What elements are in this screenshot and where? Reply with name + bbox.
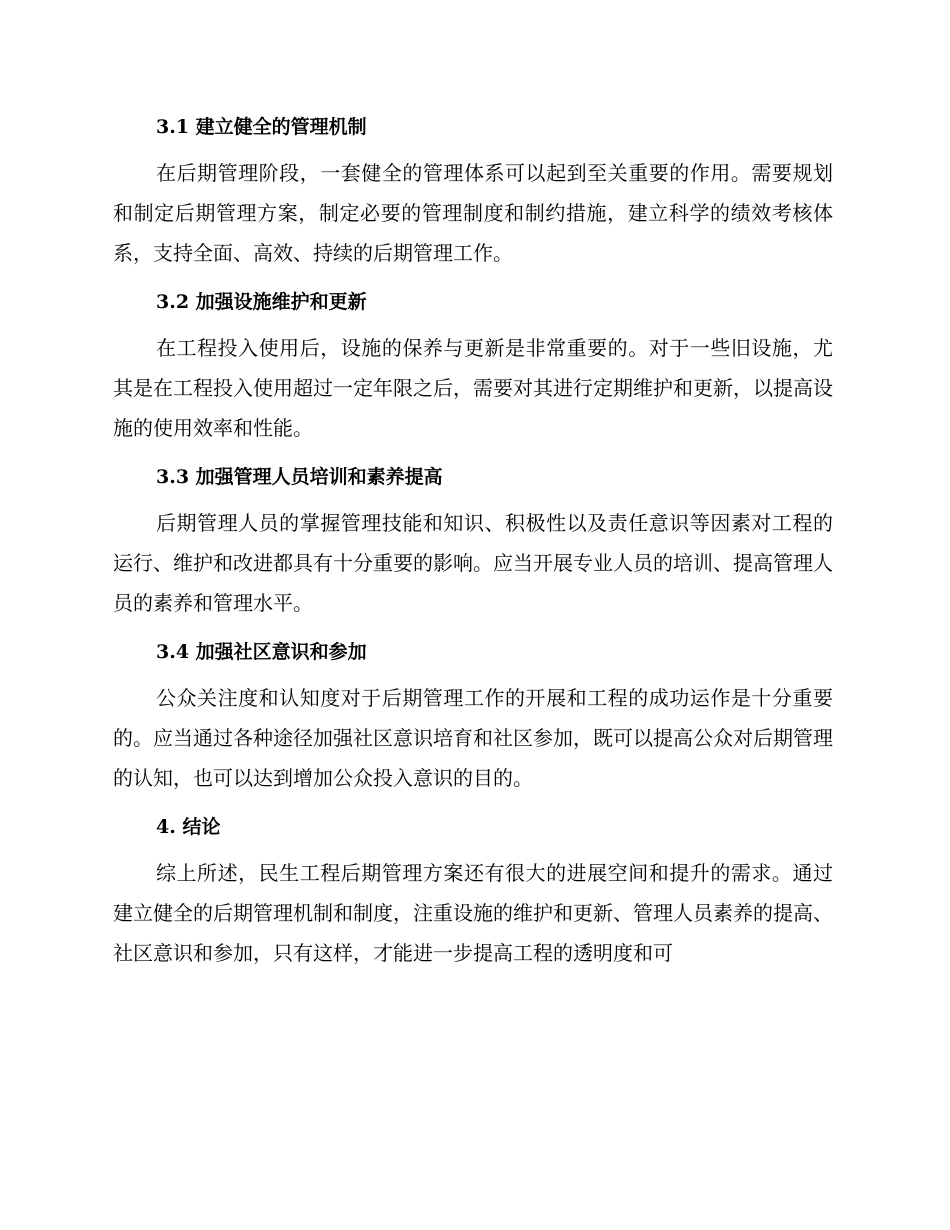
section-heading-3-4: 3.4 加强社区意识和参加 bbox=[156, 641, 367, 663]
section-heading-4: 4. 结论 bbox=[156, 816, 221, 838]
document-body bbox=[113, 111, 833, 986]
section-heading-3-2: 3.2 加强设施维护和更新 bbox=[156, 291, 367, 313]
section-paragraph-3-2: 在工程投入使用后，设施的保养与更新是非常重要的。对于一些旧设施，尤其是在工程投入使用超过一定年限之后，需要对其进行定期维护和更新，以提高设施的使用效率和性能。 bbox=[113, 336, 833, 440]
section-paragraph-4: 综上所述，民生工程后期管理方案还有很大的进展空间和提升的需求。通过建立健全的后期管理机制和制度，注重设施的维护和更新、管理人员素养的提高、社区意识和参加，只有这样，才能进一步提高工程的透明度和可 bbox=[113, 861, 833, 965]
section-paragraph-3-1: 在后期管理阶段，一套健全的管理体系可以起到至关重要的作用。需要规划和制定后期管理方案，制定必要的管理制度和制约措施，建立科学的绩效考核体系，支持全面、高效、持续的后期管理工作。 bbox=[113, 161, 833, 265]
section-paragraph-3-4: 公众关注度和认知度对于后期管理工作的开展和工程的成功运作是十分重要的。应当通过各种途径加强社区意识培育和社区参加，既可以提高公众对后期管理的认知，也可以达到增加公众投入意识的目的。 bbox=[113, 686, 833, 790]
section-paragraph-3-3: 后期管理人员的掌握管理技能和知识、积极性以及责任意识等因素对工程的运行、维护和改进都具有十分重要的影响。应当开展专业人员的培训、提高管理人员的素养和管理水平。 bbox=[113, 511, 833, 615]
section-heading-3-1: 3.1 建立健全的管理机制 bbox=[156, 116, 367, 138]
section-heading-3-3: 3.3 加强管理人员培训和素养提高 bbox=[156, 466, 443, 488]
